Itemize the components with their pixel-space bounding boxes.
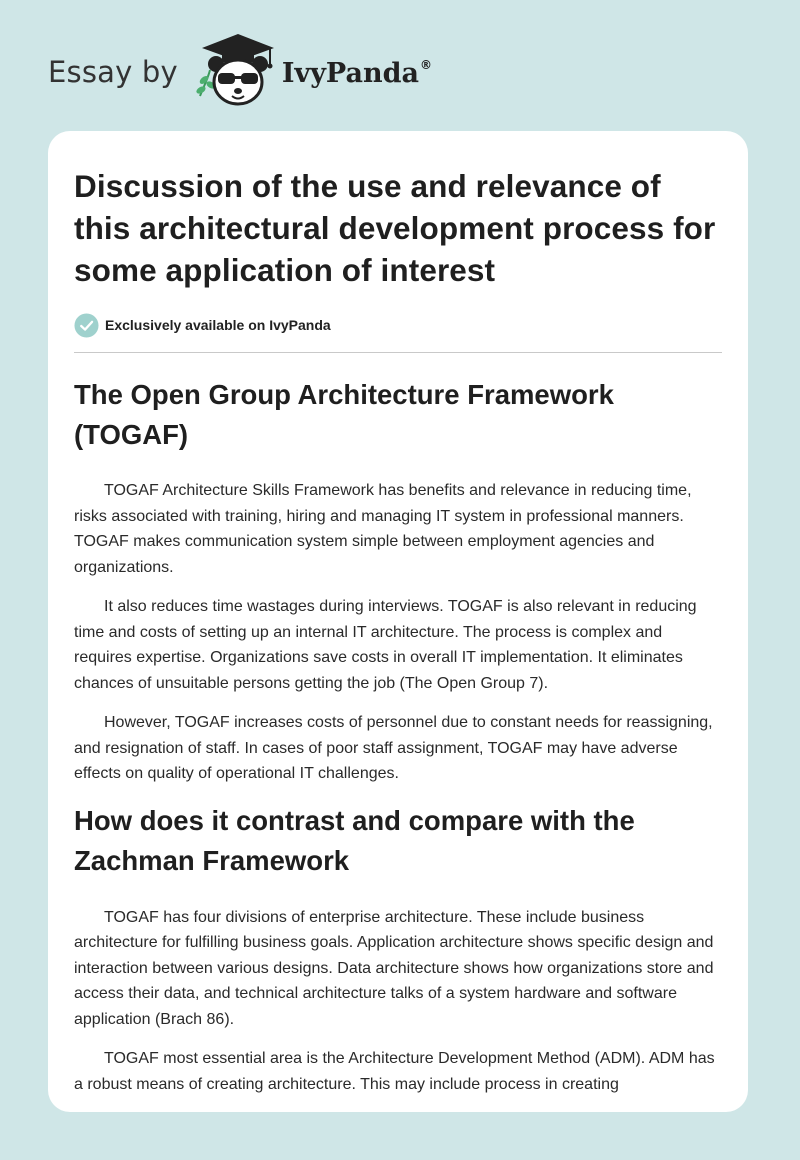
divider [74, 352, 722, 353]
exclusive-label: Exclusively available on IvyPanda [105, 317, 331, 333]
panda-graduate-icon[interactable] [192, 30, 276, 110]
paragraph: It also reduces time wastages during interviews. TOGAF is also relevant in reducing time and costs of setting up an internal IT architecture. The process is complex and requires expertise. Organizations save costs in overall IT implementation. It eliminates chances of unsuitable persons getting the job (The Open Group 7). [74, 598, 697, 692]
check-circle-icon [74, 313, 99, 338]
site-header [48, 30, 432, 110]
registered-mark: ® [419, 57, 432, 72]
page-title: Discussion of the use and relevance of this architectural development process for some application of interest [74, 168, 716, 288]
paragraph: TOGAF has four divisions of enterprise architecture. These include business architecture for fulfilling business goals. Application architecture shows specific design and interaction between various designs. Data architecture shows how organizations store and access their data, and technical architecture talks of a system hardware and software application (Brach 86). [74, 908, 714, 1028]
brand-name[interactable]: IvyPanda® [281, 57, 432, 89]
paragraph: TOGAF most essential area is the Architecture Development Method (ADM). ADM has a robust means of creating architecture. This may include process in creating [74, 1050, 715, 1093]
paragraph: However, TOGAF increases costs of personnel due to constant needs for reassigning, and resignation of staff. In cases of poor staff assignment, TOGAF may have adverse effects on quality of operational IT challenges. [74, 714, 713, 782]
paragraph: TOGAF Architecture Skills Framework has benefits and relevance in reducing time, risks associated with training, hiring and managing IT system in professional manners. TOGAF makes communication system simple between employment agencies and organizations. [74, 482, 692, 576]
section-heading: The Open Group Architecture Framework (TOGAF) [74, 379, 614, 450]
essay-by-label: Essay by [48, 55, 178, 89]
section-zachman-comparison [74, 801, 722, 1098]
essay-card [48, 131, 748, 1112]
section-heading: How does it contrast and compare with the Zachman Framework [74, 804, 635, 876]
exclusive-badge [74, 312, 722, 338]
section-togaf [74, 375, 722, 787]
